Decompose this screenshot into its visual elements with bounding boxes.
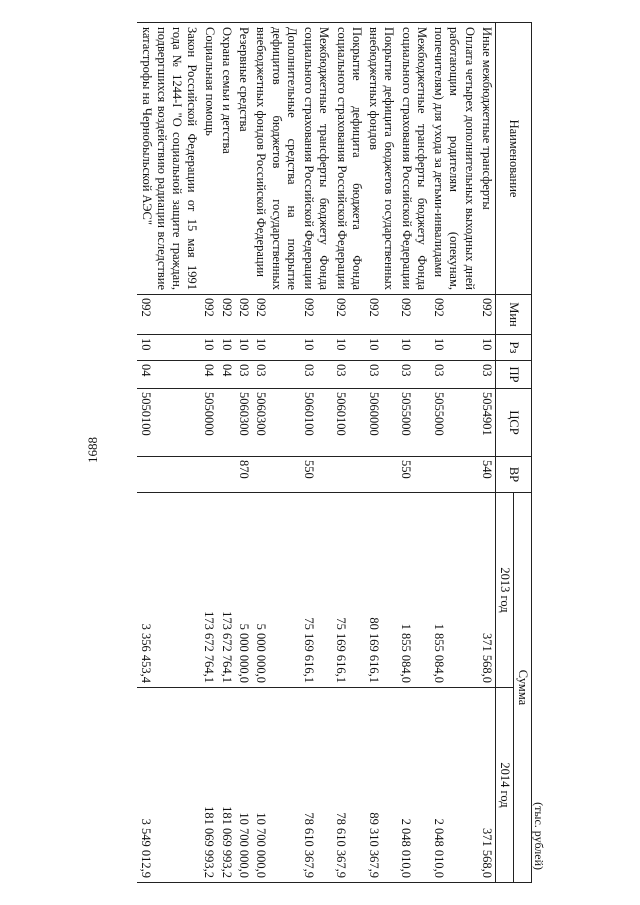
- row-sum-2014: 89 310 367,9: [365, 688, 398, 883]
- row-csr-code: 5050100: [138, 389, 201, 457]
- row-sum-2014: 10 700 000,0: [252, 688, 300, 883]
- row-name: Социальная помощь: [201, 23, 218, 295]
- row-min-code: 092: [333, 295, 366, 335]
- row-rz-code: 10: [478, 335, 496, 361]
- row-min-code: 092: [430, 295, 478, 335]
- table-row: [300, 23, 333, 883]
- row-min-code: 092: [398, 295, 431, 335]
- table-row: [138, 23, 201, 883]
- row-pr-code: 03: [365, 361, 398, 389]
- row-pr-code: 04: [201, 361, 218, 389]
- row-sum-2014: 2 048 010,0: [398, 688, 431, 883]
- row-sum-2013: 75 169 616,1: [333, 493, 366, 688]
- row-name: Межбюджетные трансферты бюджету Фонда социального страхования Российской Федерации: [300, 23, 333, 295]
- header-name: Наименование: [496, 23, 532, 295]
- row-sum-2014: 78 610 367,9: [333, 688, 366, 883]
- row-sum-2013: 173 672 764,1: [201, 493, 218, 688]
- table-row: [478, 23, 496, 883]
- row-vr-code: 550: [398, 457, 431, 493]
- header-sum: Сумма: [514, 493, 532, 883]
- row-pr-code: 03: [478, 361, 496, 389]
- page-number: 1688: [85, 437, 100, 463]
- table-row: [398, 23, 431, 883]
- table-body: [138, 23, 496, 883]
- table-row: [252, 23, 300, 883]
- row-rz-code: 10: [430, 335, 478, 361]
- row-pr-code: 03: [300, 361, 333, 389]
- row-pr-code: 04: [218, 361, 235, 389]
- row-rz-code: 10: [398, 335, 431, 361]
- row-name: Покрытие дефицита бюджетов государственных внебюджетных фондов: [365, 23, 398, 295]
- header-vr: ВР: [496, 457, 532, 493]
- row-csr-code: 5055000: [430, 389, 478, 457]
- header-year-2014: 2014 год: [496, 688, 514, 883]
- row-min-code: 092: [201, 295, 218, 335]
- table-row: [201, 23, 218, 883]
- rotated-document-page: [118, 22, 548, 882]
- row-vr-code: [365, 457, 398, 493]
- row-sum-2014: 3 549 012,9: [138, 688, 201, 883]
- row-name: Оплата четырех дополнительных выходных дней работающим родителям (опекунам, попечителям) для ухода за детьми-инвалидами: [430, 23, 478, 295]
- row-csr-code: 5055000: [398, 389, 431, 457]
- row-rz-code: 10: [333, 335, 366, 361]
- budget-table: [138, 22, 533, 883]
- row-min-code: 092: [235, 295, 252, 335]
- row-sum-2013: 371 568,0: [478, 493, 496, 688]
- row-pr-code: 03: [252, 361, 300, 389]
- row-sum-2013: 80 169 616,1: [365, 493, 398, 688]
- row-rz-code: 10: [201, 335, 218, 361]
- row-sum-2013: 3 356 453,4: [138, 493, 201, 688]
- row-vr-code: 870: [235, 457, 252, 493]
- row-vr-code: [201, 457, 218, 493]
- row-name: Резервные средства: [235, 23, 252, 295]
- header-min: Мин: [496, 295, 532, 335]
- row-sum-2014: 2 048 010,0: [430, 688, 478, 883]
- row-csr-code: 5060300: [252, 389, 300, 457]
- table-row: [430, 23, 478, 883]
- row-csr-code: 5060100: [300, 389, 333, 457]
- table-row: [333, 23, 366, 883]
- row-min-code: 092: [252, 295, 300, 335]
- row-min-code: 092: [478, 295, 496, 335]
- row-vr-code: [138, 457, 201, 493]
- row-name: Иные межбюджетные трансферты: [478, 23, 496, 295]
- row-vr-code: 540: [478, 457, 496, 493]
- row-rz-code: 10: [252, 335, 300, 361]
- row-name: Покрытие дефицита бюджета Фонда социального страхования Российской Федерации: [333, 23, 366, 295]
- row-vr-code: 550: [300, 457, 333, 493]
- row-csr-code: 5060100: [333, 389, 366, 457]
- row-sum-2014: 371 568,0: [478, 688, 496, 883]
- row-csr-code: [218, 389, 235, 457]
- row-sum-2014: 181 069 993,2: [218, 688, 235, 883]
- row-sum-2014: 181 069 993,2: [201, 688, 218, 883]
- row-min-code: 092: [365, 295, 398, 335]
- row-pr-code: 03: [235, 361, 252, 389]
- row-sum-2013: 5 000 000,0: [235, 493, 252, 688]
- row-sum-2013: 5 000 000,0: [252, 493, 300, 688]
- row-csr-code: 5060300: [235, 389, 252, 457]
- table-header: [496, 23, 532, 883]
- row-name: Закон Российской Федерации от 15 мая 1991 года № 1244-I "О социальной защите граждан, подвергшихся воздействию радиации вследствие катастрофы на Чернобыльской АЭС": [138, 23, 201, 295]
- table-row: [365, 23, 398, 883]
- row-csr-code: 5060000: [365, 389, 398, 457]
- header-csr: ЦСР: [496, 389, 532, 457]
- row-sum-2013: 1 855 084,0: [398, 493, 431, 688]
- header-year-2013: 2013 год: [496, 493, 514, 688]
- row-vr-code: [430, 457, 478, 493]
- row-min-code: 092: [218, 295, 235, 335]
- row-pr-code: 03: [333, 361, 366, 389]
- row-sum-2014: 78 610 367,9: [300, 688, 333, 883]
- header-pr: ПР: [496, 361, 532, 389]
- row-name: Охрана семьи и детства: [218, 23, 235, 295]
- row-sum-2014: 10 700 000,0: [235, 688, 252, 883]
- row-sum-2013: 75 169 616,1: [300, 493, 333, 688]
- row-rz-code: 10: [235, 335, 252, 361]
- row-rz-code: 10: [138, 335, 201, 361]
- row-pr-code: 03: [430, 361, 478, 389]
- table-row: [218, 23, 235, 883]
- row-rz-code: 10: [218, 335, 235, 361]
- row-pr-code: 04: [138, 361, 201, 389]
- row-min-code: 092: [300, 295, 333, 335]
- row-sum-2013: 173 672 764,1: [218, 493, 235, 688]
- row-name: Межбюджетные трансферты бюджету Фонда социального страхования Российской Федерации: [398, 23, 431, 295]
- row-rz-code: 10: [365, 335, 398, 361]
- row-vr-code: [252, 457, 300, 493]
- units-note: (тыс. рублей): [532, 802, 546, 870]
- table-row: [235, 23, 252, 883]
- header-rz: Рз: [496, 335, 532, 361]
- row-rz-code: 10: [300, 335, 333, 361]
- row-vr-code: [218, 457, 235, 493]
- row-csr-code: 5050000: [201, 389, 218, 457]
- row-min-code: 092: [138, 295, 201, 335]
- row-vr-code: [333, 457, 366, 493]
- row-csr-code: 5054901: [478, 389, 496, 457]
- row-sum-2013: 1 855 084,0: [430, 493, 478, 688]
- row-pr-code: 03: [398, 361, 431, 389]
- row-name: Дополнительные средства на покрытие дефицитов бюджетов государственных внебюджетных фондов Российской Федерации: [252, 23, 300, 295]
